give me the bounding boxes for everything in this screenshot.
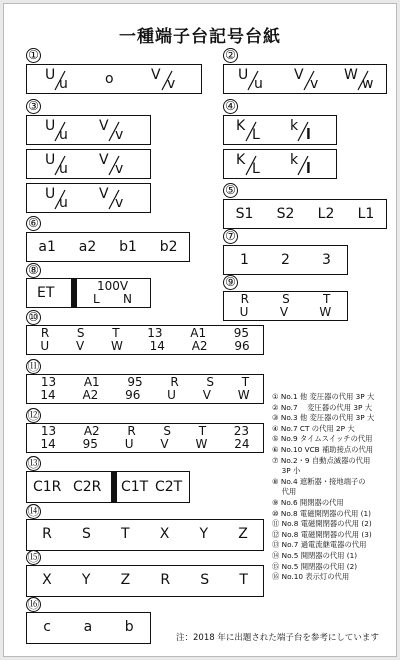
terminal-row [27,526,263,542]
sym-u: u [254,76,263,92]
terminal-2: 2 [281,252,290,268]
terminal: A1 [190,326,207,340]
terminal: 96 [125,388,141,402]
legend-item: ⑬ No.7 過電流継電器の代用 [272,540,367,550]
block-4a [223,115,337,145]
sym-u: u [59,195,68,211]
label-15: ⑮ [27,550,40,564]
terminal: R [40,326,50,340]
sym-K: K [236,118,246,134]
terminal: U [124,437,134,451]
terminal: 24 [234,437,250,451]
terminal: T [198,424,207,438]
sym-U: U [45,118,56,134]
sym-u: u [59,127,68,143]
terminal: S [282,292,290,306]
terminal: R [127,424,136,438]
block-2 [223,64,387,94]
label-9: ⑨ [223,275,238,290]
terminal-row-bottom [27,437,263,451]
terminal: 13 [40,424,57,438]
legend-item: ⑧ No.4 遮断器・接地端子の [272,476,366,486]
sym-U: U [45,152,56,168]
terminal: 14 [149,339,165,353]
terminal: U [40,339,50,353]
sym-V: V [99,186,109,202]
terminal: W [110,339,123,353]
terminal: R [160,572,171,588]
block-16 [26,612,151,644]
terminal: 96 [234,339,250,353]
block-8 [26,278,151,308]
terminal: A2 [191,339,208,353]
block-15 [26,565,264,597]
legend-item: ⑭ No.5 開閉器の代用 (1) [272,550,358,560]
legend-item: ⑪ No.8 電磁開閉器の代用 (2) [272,519,372,529]
sym-v: v [167,76,176,92]
terminal: Y [81,572,91,588]
terminal-row [27,239,189,255]
block-13 [26,471,190,503]
terminal: S [81,526,91,542]
legend-item: ① No.1 他 変圧器の代用 3P 大 [272,392,375,401]
terminal-b1: b1 [119,239,137,255]
terminal: U [239,305,249,319]
terminal: W [319,305,332,319]
terminal-row-top [27,326,263,340]
terminal: R [170,375,179,389]
terminal-row-top [27,375,263,389]
block-1 [26,64,202,94]
terminal: T [239,572,248,588]
terminal: V [75,339,85,353]
terminal: U [167,388,176,402]
terminal: 14 [40,437,56,451]
terminal-a1: a1 [38,239,56,255]
terminal: S [206,375,215,389]
terminal: V [279,305,289,319]
label-1: ① [26,48,41,63]
legend-item: ⑦ No.2・9 自動点滅器の代用 [272,455,371,465]
legend-item: ⑥ No.10 VCB 補助接点の代用 [272,444,374,454]
terminal: X [159,526,170,542]
terminal-3: 3 [322,252,331,268]
terminal: Z [238,526,248,542]
terminal: 13 [147,326,163,340]
sym-k: k [290,152,299,168]
label-13: ⑬ [27,456,40,470]
terminal-row [27,619,150,635]
terminal-L1: L1 [357,206,375,222]
terminal: Y [199,526,209,542]
legend-item: ⑨ No.6 開閉器の代用 [272,497,344,507]
separator-bar [71,279,77,307]
terminal-row-bottom [224,305,347,319]
page-title: 一種端子台記号台紙 [119,27,281,47]
label-5: ⑤ [223,183,238,198]
terminal: 95 [82,437,98,451]
sym-W: W [344,67,358,83]
sym-l: l [306,161,311,177]
terminal: A2 [82,388,99,402]
terminal-C1R: C1R [33,479,62,495]
sym-V: V [99,118,109,134]
terminal: T [241,375,250,389]
terminal: T [323,292,331,306]
sym-l: l [306,127,311,143]
terminal-row-top [224,292,347,306]
block-3b [26,149,151,179]
legend-item: ⑫ No.8 電磁開閉器の代用 (3) [272,529,372,539]
terminal: W [195,437,208,451]
terminal: A2 [83,424,100,438]
terminal: W [237,388,250,402]
terminal: 23 [233,424,250,438]
block-3a [26,115,151,145]
label-3: ③ [26,99,41,114]
block-6 [26,232,190,262]
terminal-a: a [83,619,93,635]
terminal-row [224,252,347,268]
legend-item: 3P 小 [272,466,301,476]
terminal-S2: S2 [276,206,295,222]
terminal-c: c [43,619,51,635]
block-3c [26,183,151,213]
legend-item: ③ No.3 他 変圧器の代用 3P 大 [272,413,375,423]
sym-L: L [252,161,260,177]
terminal-L: L [93,292,100,306]
block-14 [26,519,264,551]
terminal-row-top [27,424,263,438]
terminal-S1: S1 [235,206,254,222]
label-4: ④ [223,99,238,114]
label-14: ⑭ [27,504,40,518]
label-16: ⑯ [27,597,40,611]
block-12 [26,423,264,453]
sym-v: v [115,195,124,211]
terminal-L2: L2 [317,206,335,222]
terminal-row-bottom [27,388,263,402]
legend-item: ⑯ No.10 表示灯の代用 [272,572,350,582]
terminal-row [27,572,263,588]
terminal-C2R: C2R [73,479,102,495]
sym-U: U [45,67,56,83]
terminal: V [202,388,211,402]
terminal: T [112,326,120,340]
label-8: ⑧ [26,263,41,278]
block-7 [223,245,348,275]
sym-U: U [45,186,56,202]
legend-item: 代用 [272,487,297,497]
terminal: 14 [40,388,56,402]
terminal-N: N [123,292,132,306]
sym-U: U [238,67,249,83]
voltage-label: 100V [97,279,129,293]
sym-w: w [362,76,374,92]
sym-v: v [115,161,124,177]
label-12: ⑫ [27,408,40,422]
terminal: S [163,424,172,438]
label-6: ⑥ [26,216,41,231]
label-11: ⑪ [27,359,40,373]
sym-k: k [290,118,299,134]
legend-item: ⑤ No.9 タイムスイッチの代用 [272,434,373,444]
terminal: 95 [233,326,250,340]
block-10 [26,325,264,355]
terminal-ET: ET [37,285,55,301]
terminal-b: b [124,619,134,635]
terminal-row [224,206,386,222]
terminal: S [76,326,85,340]
block-5 [223,199,387,229]
terminal: R [42,526,52,542]
terminal-row-bottom [27,339,263,353]
terminal-b2: b2 [159,239,178,255]
label-7: ⑦ [223,229,238,244]
terminal: T [121,526,130,542]
legend-item: ④ No.7 CT の代用 2P 大 [272,423,355,433]
legend-item: ⑩ No.8 電磁開閉器の代用 (1) [272,508,371,518]
separator-bar [111,472,117,502]
block-4b [223,149,337,179]
footnote: 注：2018 年に出題された端子台を参考にしています [176,633,379,643]
block-9 [223,291,348,321]
terminal: X [42,572,52,588]
sym-o: o [105,71,114,87]
sym-L: L [252,127,260,143]
sym-V: V [99,152,109,168]
sym-u: u [59,161,68,177]
terminal: S [200,572,210,588]
terminal: R [240,292,249,306]
sym-V: V [151,67,161,83]
sym-u: u [59,76,68,92]
label-10: ⑩ [26,310,41,325]
sym-K: K [236,152,246,168]
legend-item: ⑮ No.5 開閉器の代用 (2) [272,561,358,571]
sym-V: V [294,67,304,83]
terminal: A1 [83,375,100,389]
sym-v: v [310,76,319,92]
terminal: 95 [127,375,143,389]
terminal: 13 [40,375,57,389]
sheet [3,3,397,657]
sym-v: v [115,127,124,143]
terminal-C1T: C1T [121,479,149,495]
terminal-C2T: C2T [155,479,183,495]
legend-list [272,392,398,583]
block-11 [26,374,264,404]
terminal: V [160,437,169,451]
legend-item: ② No.7 変圧器の代用 3P 大 [272,402,372,412]
terminal-a2: a2 [78,239,97,255]
label-2: ② [223,48,238,63]
terminal-1: 1 [240,252,249,268]
terminal: Z [120,572,131,588]
